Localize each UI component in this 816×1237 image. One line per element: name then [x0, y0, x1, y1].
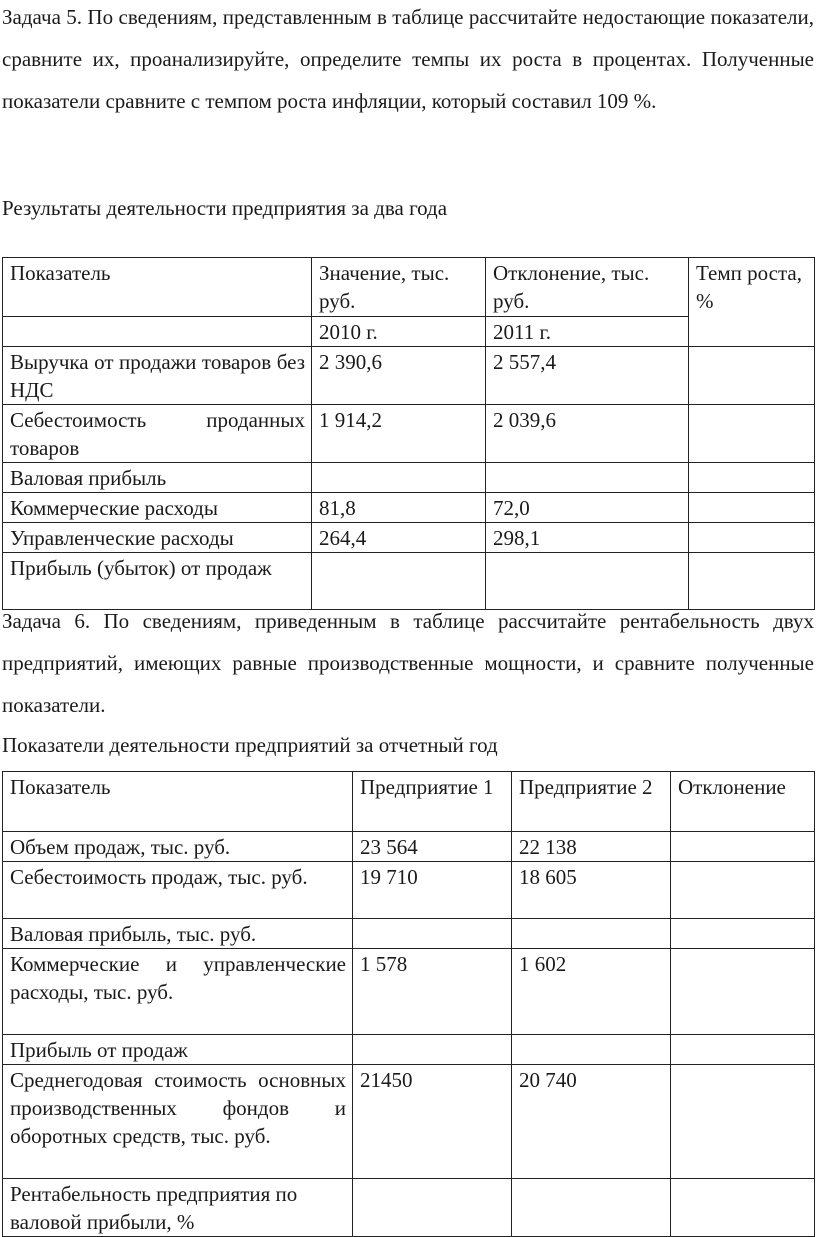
task6-row-label: Рентабельность предприятия по валовой прибыли, %	[3, 1179, 353, 1237]
task5-row-2010: 2 390,6	[312, 347, 486, 405]
task6-row-p1	[353, 1035, 512, 1065]
task5-header-indicator: Показатель	[3, 258, 312, 317]
task6-row-p2: 1 602	[512, 949, 671, 1035]
task5-row-label: Валовая прибыль	[3, 463, 312, 493]
task5-row-label: Коммерческие расходы	[3, 493, 312, 523]
task6-row-diff	[671, 1035, 815, 1065]
task6-row-p2: 18 605	[512, 862, 671, 919]
task5-header-deviation: Отклонение, тыс. руб.	[486, 258, 689, 317]
table-row	[3, 523, 815, 553]
task6-row-p1: 1 578	[353, 949, 512, 1035]
task5-row-growth	[689, 523, 815, 553]
task5-row-2010	[312, 463, 486, 493]
task5-header-value: Значение, тыс. руб.	[312, 258, 486, 317]
task6-row-p2	[512, 1035, 671, 1065]
table-row	[3, 862, 815, 919]
task6-row-label: Коммерческие и управленческие расходы, тыс. руб.	[3, 949, 353, 1035]
table-row	[3, 919, 815, 949]
task6-row-diff	[671, 919, 815, 949]
task5-row-2010: 81,8	[312, 493, 486, 523]
task6-row-p2: 22 138	[512, 832, 671, 862]
task5-text: Задача 5. По сведениям, представленным в таблице рассчитайте недостающие показатели, сравните их, проанализируйте, определите темпы их роста в процентах. Полученные показатели сравните с темпом роста инфляции, который составил 109 %.	[2, 5, 814, 113]
task6-row-diff	[671, 1179, 815, 1237]
task6-header-enterprise1: Предприятие 1	[353, 772, 512, 832]
task6-row-diff	[671, 832, 815, 862]
table-row	[3, 1065, 815, 1179]
task5-row-2011: 298,1	[486, 523, 689, 553]
table-row	[3, 949, 815, 1035]
task5-subheader-2011: 2011 г.	[486, 317, 689, 347]
task6-row-p2	[512, 919, 671, 949]
task5-row-2011: 72,0	[486, 493, 689, 523]
task6-header-enterprise2: Предприятие 2	[512, 772, 671, 832]
task6-row-p1	[353, 1179, 512, 1237]
task6-table-header-row	[3, 772, 815, 832]
task6-header-indicator: Показатель	[3, 772, 353, 832]
task5-row-growth	[689, 493, 815, 523]
task5-row-label: Прибыль (убыток) от продаж	[3, 553, 312, 610]
table-row	[3, 463, 815, 493]
task6-table-caption: Показатели деятельности предприятий за отчетный год	[2, 733, 498, 757]
task5-table	[2, 257, 815, 610]
task6-header-deviation: Отклонение	[671, 772, 815, 832]
table-row	[3, 405, 815, 463]
task6-row-diff	[671, 1065, 815, 1179]
table-row	[3, 832, 815, 862]
table-row	[3, 347, 815, 405]
task6-row-label: Прибыль от продаж	[3, 1035, 353, 1065]
task6-row-p1: 21450	[353, 1065, 512, 1179]
table-row	[3, 1035, 815, 1065]
task5-row-2011: 2 557,4	[486, 347, 689, 405]
task5-row-2011: 2 039,6	[486, 405, 689, 463]
task5-header-growth: Темп роста, %	[689, 258, 815, 347]
task5-row-growth	[689, 405, 815, 463]
task6-row-label: Валовая прибыль, тыс. руб.	[3, 919, 353, 949]
table-row	[3, 1179, 815, 1237]
task5-row-growth	[689, 347, 815, 405]
task6-row-p1	[353, 919, 512, 949]
task6-row-p2: 20 740	[512, 1065, 671, 1179]
task6-row-label: Себестоимость продаж, тыс. руб.	[3, 862, 353, 919]
task5-row-2010: 1 914,2	[312, 405, 486, 463]
task6-row-diff	[671, 949, 815, 1035]
task5-row-label: Управленческие расходы	[3, 523, 312, 553]
task6-row-diff	[671, 862, 815, 919]
task5-table-caption: Результаты деятельности предприятия за два года	[2, 196, 448, 220]
task6-text: Задача 6. По сведениям, приведенным в таблице рассчитайте рентабельность двух предприятий, имеющих равные производственные мощности, и сравните полученные показатели.	[2, 609, 814, 717]
task6-row-p1: 19 710	[353, 862, 512, 919]
task6-table	[2, 771, 815, 1237]
task6-row-label: Объем продаж, тыс. руб.	[3, 832, 353, 862]
task6-row-p2	[512, 1179, 671, 1237]
task5-subheader-2010: 2010 г.	[312, 317, 486, 347]
task5-table-header-row	[3, 258, 815, 317]
task6-row-label: Среднегодовая стоимость основных производственных фондов и оборотных средств, тыс. руб.	[3, 1065, 353, 1179]
task5-subheader-empty	[3, 317, 312, 347]
task5-row-2011	[486, 463, 689, 493]
task5-row-growth	[689, 463, 815, 493]
task5-row-label: Выручка от продажи товаров без НДС	[3, 347, 312, 405]
table-row	[3, 493, 815, 523]
task5-row-2010: 264,4	[312, 523, 486, 553]
task5-row-label: Себестоимость проданных товаров	[3, 405, 312, 463]
task6-row-p1: 23 564	[353, 832, 512, 862]
